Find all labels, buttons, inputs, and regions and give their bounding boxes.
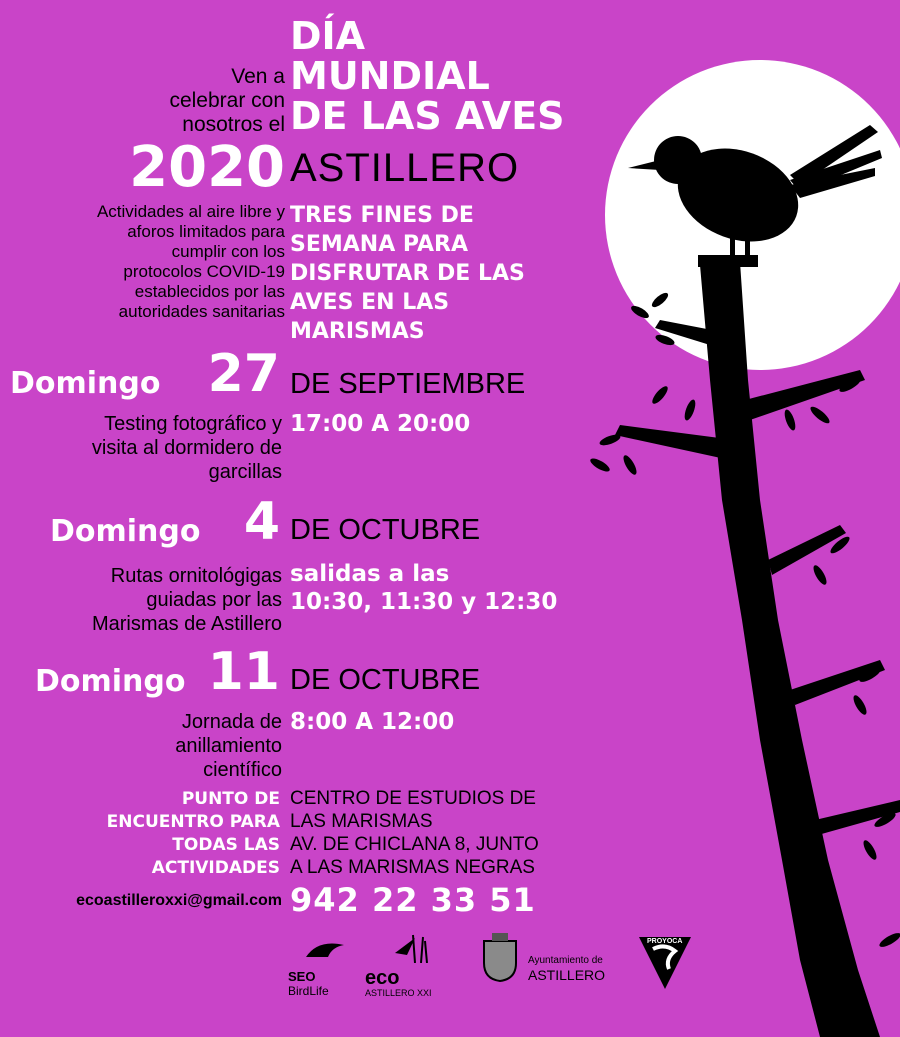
event-desc-line: Marismas de Astillero <box>91 613 282 635</box>
event-time: 17:00 A 20:00 <box>290 411 471 437</box>
eco-subtext: ASTILLERO XXI <box>365 988 432 998</box>
seo-text: SEO <box>288 969 316 984</box>
address-line: CENTRO DE ESTUDIOS DE <box>290 788 536 809</box>
event-description <box>5 412 282 484</box>
ayuntamiento-text: Ayuntamiento de <box>528 955 603 966</box>
title-line: DÍA <box>290 14 366 58</box>
intro-line: celebrar con <box>169 89 285 112</box>
tagline-line: MARISMAS <box>290 319 425 344</box>
meeting-address <box>290 787 539 879</box>
coat-of-arms-icon <box>480 933 520 983</box>
place: ASTILLERO <box>290 146 520 190</box>
proyoca-text: PROYOCA <box>647 938 683 945</box>
page-title <box>290 16 565 136</box>
event-day: 27 <box>207 344 280 404</box>
sponsor-logos <box>280 925 720 1025</box>
event-description <box>5 564 282 636</box>
address-line: LAS MARISMAS <box>290 811 433 832</box>
event-desc-line: anillamiento <box>175 735 282 757</box>
event-desc-line: garcillas <box>208 461 282 483</box>
title-line: MUNDIAL <box>290 54 490 98</box>
event-desc-line: guiadas por las <box>146 589 282 611</box>
event-time <box>290 560 557 616</box>
tagline-line: SEMANA PARA <box>290 232 468 257</box>
covid-line: protocolos COVID-19 <box>123 262 285 281</box>
meeting-label-line: ENCUENTRO PARA <box>106 812 280 832</box>
covid-line: establecidos por las <box>134 282 285 301</box>
event-desc-line: científico <box>203 759 282 781</box>
covid-line: aforos limitados para <box>127 222 285 241</box>
event-day: 11 <box>207 642 280 702</box>
event-desc-line: visita al dormidero de <box>91 437 282 459</box>
event-weekday: Domingo <box>35 664 186 699</box>
eco-astillero-logo <box>365 933 455 998</box>
covid-line: cumplir con los <box>171 242 285 261</box>
tagline-line: AVES EN LAS <box>290 290 450 315</box>
event-weekday: Domingo <box>10 366 161 401</box>
event-time-line: 10:30, 11:30 y 12:30 <box>290 589 558 615</box>
eco-text: eco <box>365 967 400 989</box>
address-line: AV. DE CHICLANA 8, JUNTO <box>290 834 539 855</box>
intro-line: Ven a <box>231 65 285 88</box>
meeting-label-line: TODAS LAS <box>172 835 280 855</box>
event-month: DE OCTUBRE <box>290 664 481 696</box>
ayuntamiento-logo <box>480 933 620 993</box>
covid-line: Actividades al aire libre y <box>96 202 285 221</box>
tagline <box>290 201 525 346</box>
event-desc-line: Testing fotográfico y <box>104 413 282 435</box>
title-line: DE LAS AVES <box>290 94 565 138</box>
reed-icon <box>365 933 445 963</box>
meeting-label-line: PUNTO DE <box>181 789 280 809</box>
seo-birdlife-logo <box>288 935 358 998</box>
tree-icon <box>588 262 900 1037</box>
meeting-label-line: ACTIVIDADES <box>151 858 280 878</box>
address-line: A LAS MARISMAS NEGRAS <box>290 857 535 878</box>
event-day: 4 <box>243 492 280 552</box>
year: 2020 <box>129 135 285 200</box>
event-time: 8:00 A 12:00 <box>290 709 455 735</box>
meeting-label <box>20 788 280 880</box>
event-month: DE SEPTIEMBRE <box>290 368 526 400</box>
event-time-line: salidas a las <box>290 561 450 587</box>
covid-line: autoridades sanitarias <box>118 302 285 321</box>
intro-text <box>80 65 285 137</box>
bird-silhouette-icon <box>288 935 358 965</box>
contact-phone[interactable]: 942 22 33 51 <box>290 881 536 919</box>
event-weekday: Domingo <box>50 514 201 549</box>
covid-note <box>10 202 285 322</box>
proyoca-logo <box>635 933 695 993</box>
contact-email[interactable]: ecoastilleroxxi@gmail.com <box>76 892 282 909</box>
astillero-text: ASTILLERO <box>528 967 606 983</box>
event-desc-line: Jornada de <box>181 711 282 733</box>
event-desc-line: Rutas ornitológigas <box>110 565 282 587</box>
event-description <box>5 710 282 782</box>
tagline-line: DISFRUTAR DE LAS <box>290 261 525 286</box>
event-month: DE OCTUBRE <box>290 514 481 546</box>
tagline-line: TRES FINES DE <box>290 203 474 228</box>
birdlife-text: BirdLife <box>288 984 329 998</box>
intro-line: nosotros el <box>182 113 285 136</box>
